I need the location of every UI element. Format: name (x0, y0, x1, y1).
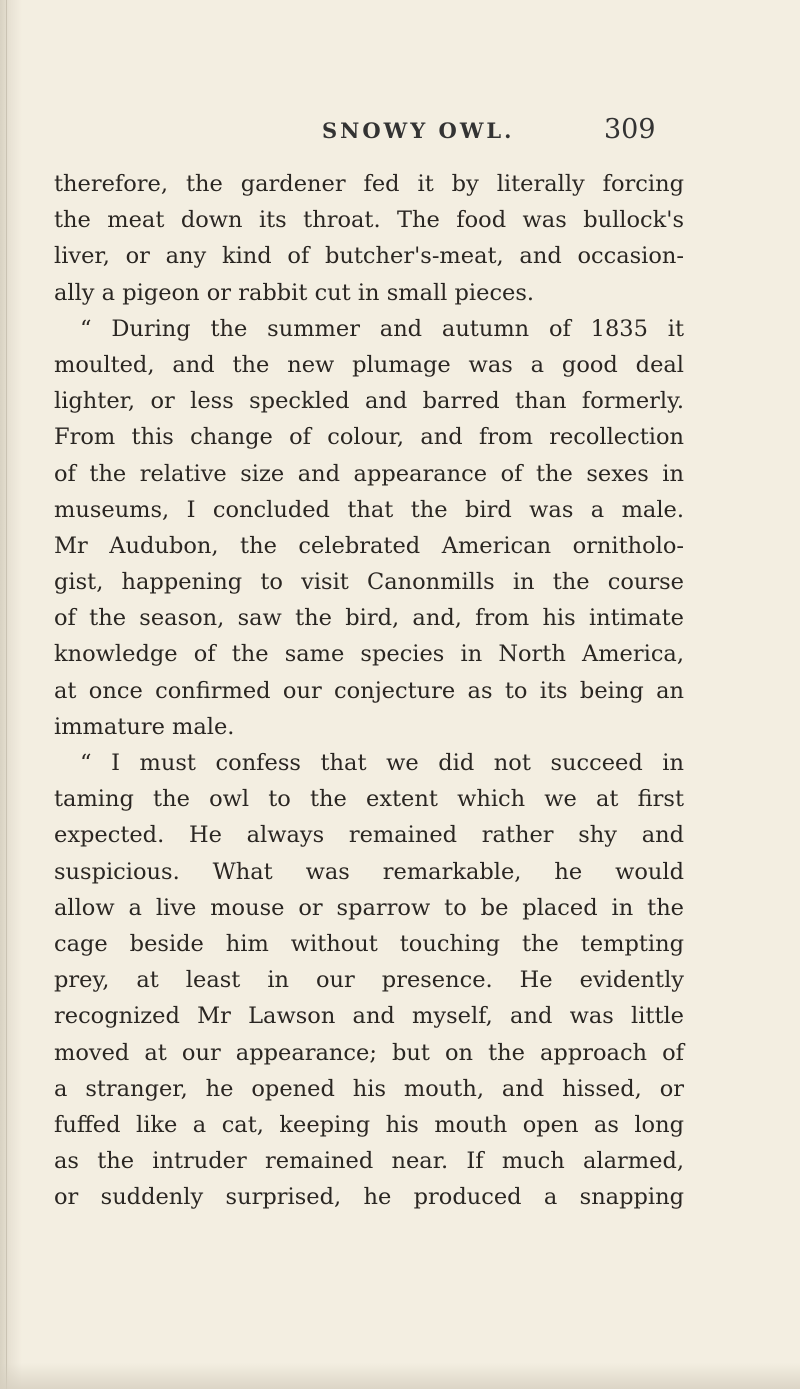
running-head: SNOWY OWL. (322, 118, 515, 143)
body-text (54, 166, 684, 1215)
text-line: taming the owl to the extent which we at first (54, 786, 684, 813)
page-binding-edge (6, 0, 7, 1389)
text-line: moulted, and the new plumage was a good deal (54, 351, 684, 378)
text-line: of the season, saw the bird, and, from his intimate (54, 605, 684, 632)
text-line: immature male. (54, 713, 235, 740)
text-line: gist, happening to visit Canonmills in the course (54, 569, 684, 596)
text-line: moved at our appearance; but on the approach of (54, 1039, 684, 1066)
text-line: allow a live mouse or sparrow to be placed in the (54, 894, 684, 921)
text-line: recognized Mr Lawson and myself, and was little (54, 1003, 684, 1030)
text-line: prey, at least in our presence. He evidently (54, 967, 684, 994)
text-line: From this change of colour, and from recollection (54, 424, 684, 451)
text-line: museums, I concluded that the bird was a male. (54, 496, 684, 523)
text-line: “ During the summer and autumn of 1835 it (80, 315, 684, 342)
text-line: suspicious. What was remarkable, he would (54, 858, 684, 885)
text-line: as the intruder remained near. If much alarmed, (54, 1148, 684, 1175)
text-line: the meat down its throat. The food was bullock's (54, 207, 684, 234)
text-line: liver, or any kind of butcher's-meat, and occasion- (54, 243, 684, 270)
text-line: therefore, the gardener fed it by literally forcing (54, 171, 684, 197)
text-line: ally a pigeon or rabbit cut in small pieces. (54, 279, 535, 306)
page-number: 309 (604, 114, 656, 145)
text-line: at once confirmed our conjecture as to its being an (54, 677, 684, 704)
text-line: a stranger, he opened his mouth, and hissed, or (54, 1075, 684, 1102)
text-line: cage beside him without touching the tempting (54, 930, 684, 957)
text-line: fuffed like a cat, keeping his mouth open as long (54, 1111, 684, 1138)
text-line: knowledge of the same species in North America, (54, 641, 684, 668)
page-binding-shadow (0, 0, 22, 1389)
text-line: expected. He always remained rather shy and (54, 822, 684, 849)
text-line: or suddenly surprised, he produced a snapping (54, 1184, 684, 1211)
page-bottom-shadow (0, 1363, 800, 1389)
text-line: lighter, or less speckled and barred than formerly. (54, 388, 684, 415)
text-line: of the relative size and appearance of the sexes in (54, 460, 684, 487)
page-header (0, 112, 800, 152)
text-line: Mr Audubon, the celebrated American ornitholo- (54, 532, 684, 559)
text-line: “ I must confess that we did not succeed in (80, 750, 684, 776)
